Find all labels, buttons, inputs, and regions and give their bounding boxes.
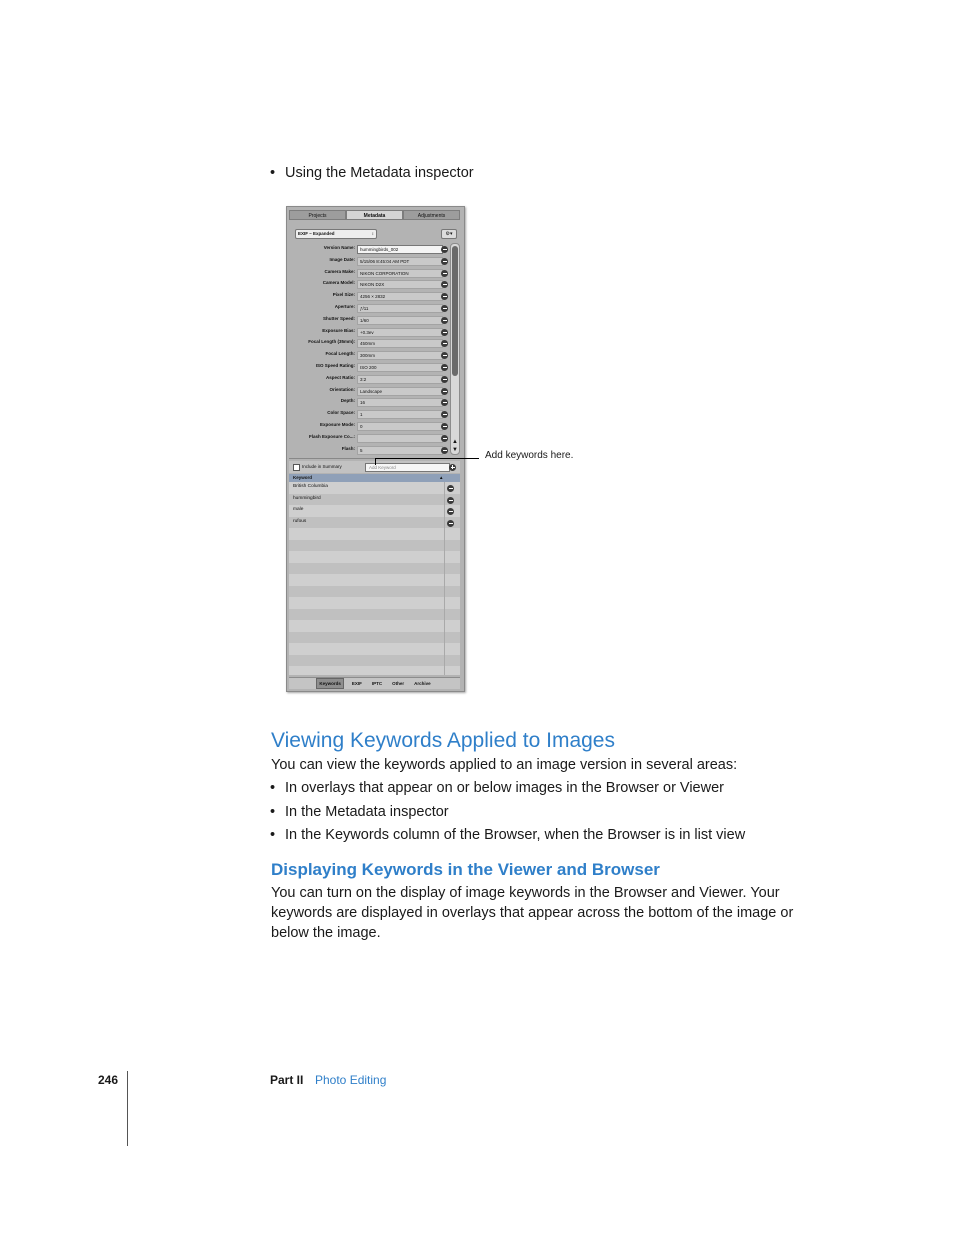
metadata-row: [291, 397, 447, 407]
view-button-keywords[interactable]: Keywords: [316, 678, 344, 689]
body-line: keywords are displayed in overlays that appear across the bottom of the image or: [271, 905, 794, 921]
remove-field-minus-icon[interactable]: [441, 411, 448, 418]
metadata-value[interactable]: ƒ/11: [357, 304, 443, 313]
tab-adjustments[interactable]: Adjustments: [403, 210, 460, 220]
remove-field-minus-icon[interactable]: [441, 447, 448, 454]
page-number: 246: [98, 1073, 119, 1087]
include-in-summary-checkbox[interactable]: [293, 464, 300, 471]
remove-keyword-minus-icon[interactable]: [447, 520, 454, 527]
remove-keyword-minus-icon[interactable]: [447, 497, 454, 504]
metadata-inspector-screenshot: [286, 206, 465, 692]
metadata-label: Pixel Size:: [332, 292, 355, 298]
column-divider: [444, 482, 445, 675]
preset-label: EXIF – Expanded: [298, 231, 335, 236]
metadata-row: [291, 386, 447, 396]
view-button-exif[interactable]: EXIF: [351, 681, 362, 686]
keyword-column-header[interactable]: [289, 474, 460, 482]
metadata-preset-popup[interactable]: [295, 229, 377, 239]
remove-field-minus-icon[interactable]: [441, 376, 448, 383]
remove-field-minus-icon[interactable]: [441, 317, 448, 324]
metadata-value[interactable]: 5: [357, 446, 443, 455]
remove-field-minus-icon[interactable]: [441, 293, 448, 300]
metadata-row: [291, 374, 447, 384]
action-menu-button[interactable]: [441, 229, 457, 239]
scroll-up-icon[interactable]: ▲: [452, 439, 458, 445]
metadata-label: Exposure Mode:: [319, 422, 355, 427]
metadata-label: Focal Length:: [325, 351, 355, 357]
metadata-label: Shutter Speed:: [322, 315, 355, 321]
metadata-row: [291, 279, 447, 289]
remove-field-minus-icon[interactable]: [441, 399, 448, 406]
metadata-value[interactable]: Landscape: [357, 387, 443, 396]
footer-part: Part II: [270, 1073, 304, 1087]
metadata-row: [291, 303, 447, 313]
remove-field-minus-icon[interactable]: [441, 305, 448, 312]
remove-keyword-minus-icon[interactable]: [447, 485, 454, 492]
body-line: You can turn on the display of image keywords in the Browser and Viewer. Your: [271, 885, 780, 901]
metadata-value[interactable]: 0: [357, 422, 443, 431]
metadata-label: Aspect Ratio:: [325, 374, 355, 380]
metadata-label: ISO Speed Rating:: [315, 363, 355, 368]
bullet-item: • In the Keywords column of the Browser, when the Browser is in list view: [285, 825, 745, 845]
metadata-row: [291, 291, 447, 301]
metadata-view-buttons: [289, 677, 460, 689]
metadata-value[interactable]: NIKON D2X: [357, 280, 443, 289]
metadata-row: [291, 256, 447, 266]
metadata-scrollbar[interactable]: [450, 243, 460, 455]
metadata-value[interactable]: 3:2: [357, 375, 443, 384]
metadata-label: Aperture:: [334, 304, 355, 309]
keyword-row-background: [289, 551, 460, 563]
keyword-row-background: [289, 597, 460, 609]
metadata-row: [291, 362, 447, 372]
intro-bullet: • Using the Metadata inspector: [285, 163, 474, 183]
callout-label: Add keywords here.: [485, 450, 574, 461]
metadata-value[interactable]: 450mm: [357, 339, 443, 348]
keyword-row-background: [289, 505, 460, 517]
footer-rule: [127, 1071, 128, 1146]
section-heading: Viewing Keywords Applied to Images: [271, 729, 615, 752]
metadata-value[interactable]: 16: [357, 398, 443, 407]
metadata-value[interactable]: hummingbirds_002: [357, 245, 443, 254]
keyword-header-label: Keyword: [293, 475, 313, 480]
keyword-row-background: [289, 528, 460, 540]
metadata-label: Version Name:: [323, 245, 355, 250]
keyword-item[interactable]: male: [293, 507, 304, 512]
include-in-summary-label: Include in Summary: [302, 464, 342, 469]
metadata-label: Flash:: [341, 445, 355, 451]
metadata-value[interactable]: [357, 434, 443, 443]
metadata-value[interactable]: 1/60: [357, 316, 443, 325]
callout-leader-tick: [375, 458, 376, 465]
keyword-item[interactable]: British Columbia: [293, 484, 328, 489]
remove-field-minus-icon[interactable]: [441, 364, 448, 371]
remove-field-minus-icon[interactable]: [441, 340, 448, 347]
remove-keyword-minus-icon[interactable]: [447, 508, 454, 515]
gear-icon: ⚙▾: [445, 231, 453, 237]
metadata-label: Camera Make:: [324, 268, 355, 274]
subsection-heading: Displaying Keywords in the Viewer and Browser: [271, 860, 660, 879]
keyword-row-background: [289, 563, 460, 575]
metadata-row: [291, 421, 447, 431]
scroll-down-icon[interactable]: ▼: [452, 447, 458, 453]
popup-arrows-icon: ↕: [371, 231, 374, 236]
keyword-list: [289, 474, 460, 675]
metadata-value[interactable]: 1: [357, 410, 443, 419]
metadata-label: Orientation:: [329, 386, 355, 392]
keyword-row-background: [289, 574, 460, 586]
view-button-iptc[interactable]: IPTC: [371, 681, 383, 686]
metadata-value[interactable]: NIKON CORPORATION: [357, 269, 443, 278]
keyword-row-background: [289, 586, 460, 598]
keyword-row-background: [289, 666, 460, 675]
metadata-label: Color Space:: [327, 410, 355, 416]
remove-field-minus-icon[interactable]: [441, 281, 448, 288]
metadata-row: [291, 445, 447, 455]
remove-field-minus-icon[interactable]: [441, 246, 448, 253]
metadata-label: Flash Exposure Co...:: [308, 433, 355, 439]
remove-field-minus-icon[interactable]: [441, 329, 448, 336]
metadata-row: [291, 244, 447, 254]
remove-field-minus-icon[interactable]: [441, 388, 448, 395]
scrollbar-thumb[interactable]: [452, 246, 458, 376]
metadata-row: [291, 409, 447, 419]
add-keyword-field[interactable]: Add Keyword: [365, 463, 450, 472]
bullet-item: • In the Metadata inspector: [285, 802, 449, 822]
keyword-row-background: [289, 655, 460, 667]
metadata-label: Focal Length (35mm):: [308, 339, 355, 345]
keyword-row-background: [289, 540, 460, 552]
sort-triangle-icon: ▲: [439, 475, 444, 480]
add-keyword-plus-icon[interactable]: [449, 464, 456, 471]
keyword-row-background: [289, 609, 460, 621]
metadata-row: [291, 327, 447, 337]
inspector-tabbar: [289, 210, 460, 220]
metadata-value[interactable]: 4256 × 2832: [357, 292, 443, 301]
intro-paragraph: You can view the keywords applied to an image version in several areas:: [271, 757, 738, 773]
tab-metadata[interactable]: Metadata: [346, 210, 403, 220]
remove-field-minus-icon[interactable]: [441, 270, 448, 277]
metadata-label: Camera Model:: [322, 280, 355, 286]
metadata-row: [291, 268, 447, 278]
body-line: below the image.: [271, 925, 381, 941]
keyword-item[interactable]: hummingbird: [293, 495, 321, 501]
keyword-item[interactable]: rufous: [293, 518, 307, 524]
metadata-row: [291, 315, 447, 325]
keyword-row-background: [289, 643, 460, 655]
remove-field-minus-icon[interactable]: [441, 352, 448, 359]
keyword-row-background: [289, 620, 460, 632]
metadata-row: [291, 350, 447, 360]
metadata-row: [291, 433, 447, 443]
tab-projects[interactable]: Projects: [289, 210, 346, 220]
metadata-label: Depth:: [340, 398, 355, 404]
metadata-value[interactable]: 5/15/06 8:45:04 AM PDT: [357, 257, 443, 266]
metadata-value[interactable]: 300mm: [357, 351, 443, 360]
metadata-label: Exposure Bias:: [322, 327, 355, 333]
bullet-item: • In overlays that appear on or below images in the Browser or Viewer: [285, 778, 724, 798]
metadata-value[interactable]: ISO 200: [357, 363, 443, 372]
keyword-row-background: [289, 632, 460, 644]
view-button-archive[interactable]: Archive: [414, 681, 431, 686]
metadata-label: Image Date:: [329, 256, 355, 262]
view-button-other[interactable]: Other: [392, 681, 405, 686]
remove-field-minus-icon[interactable]: [441, 435, 448, 442]
metadata-row: [291, 338, 447, 348]
metadata-value[interactable]: +0.3ev: [357, 328, 443, 337]
remove-field-minus-icon[interactable]: [441, 423, 448, 430]
footer-part-name: Photo Editing: [315, 1073, 387, 1087]
callout-leader-line: [375, 458, 479, 459]
keyword-row-background: [289, 517, 460, 529]
remove-field-minus-icon[interactable]: [441, 258, 448, 265]
